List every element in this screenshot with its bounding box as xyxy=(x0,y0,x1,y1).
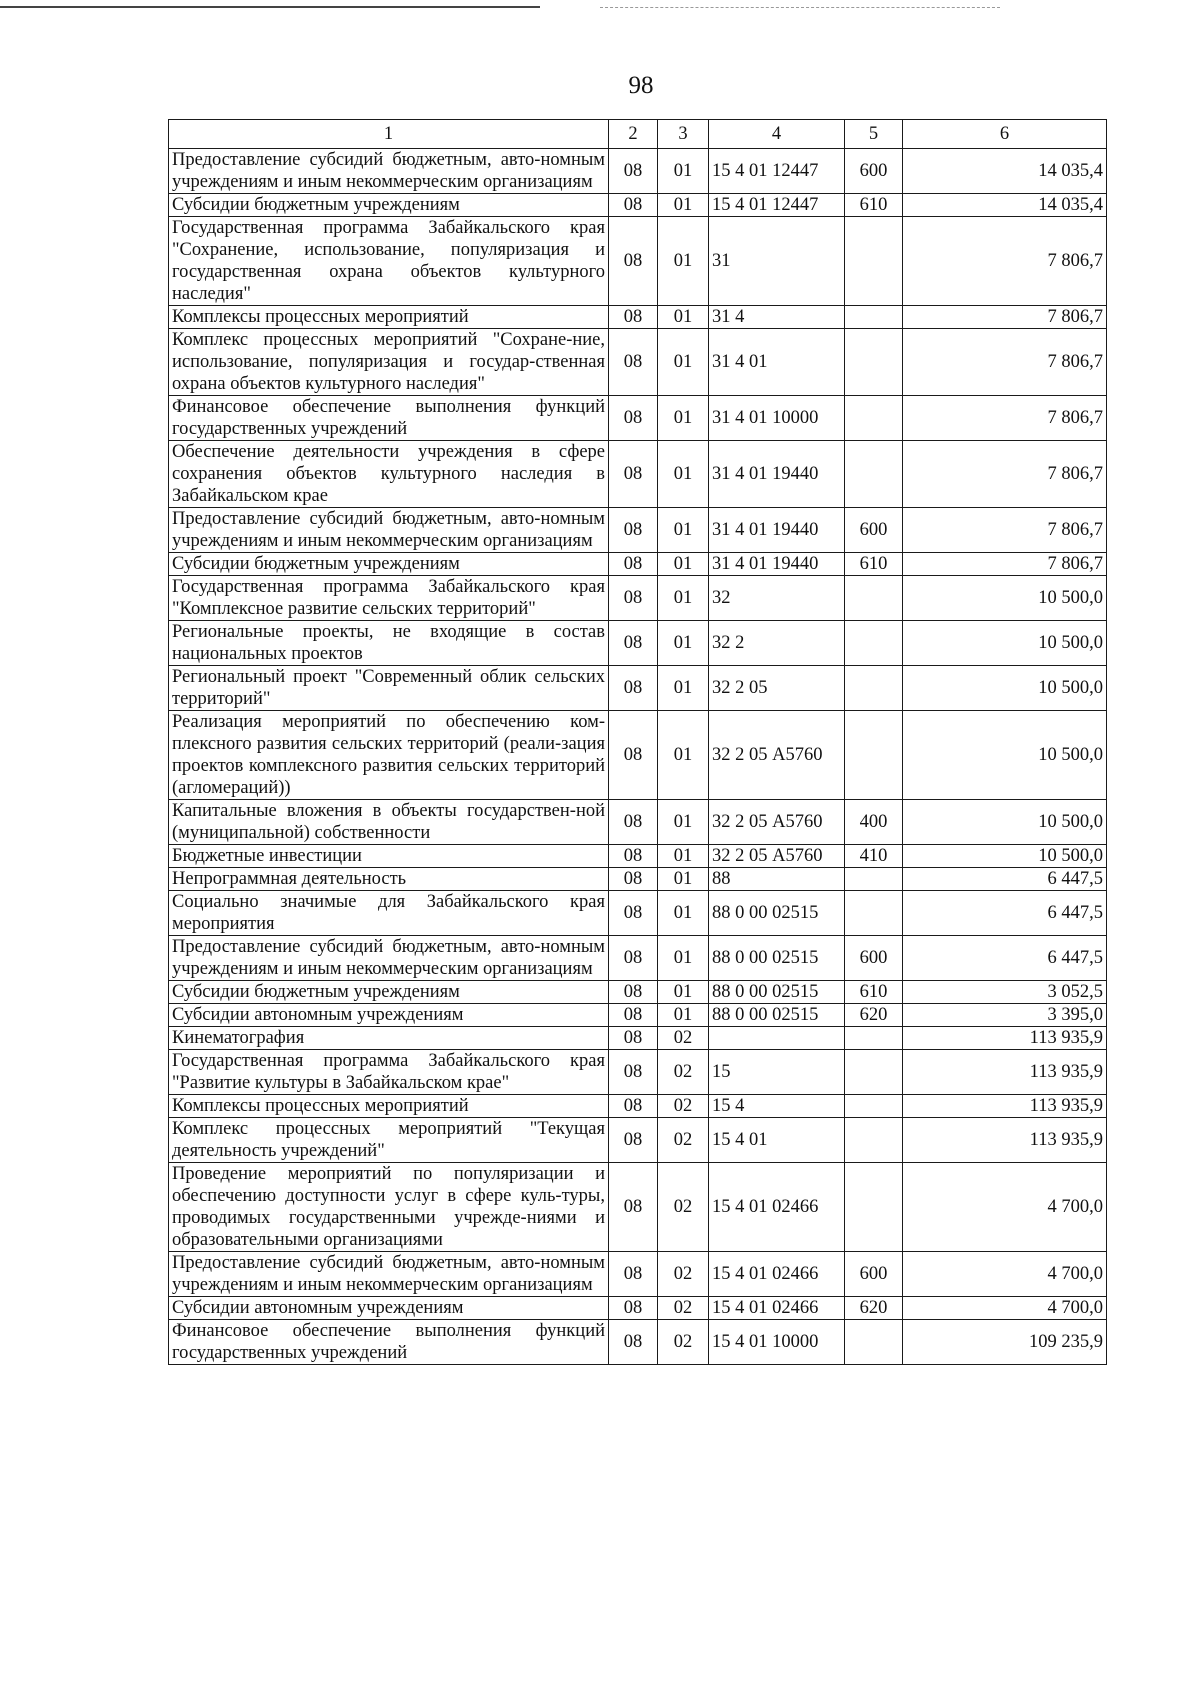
subsection-code: 02 xyxy=(658,1027,709,1050)
amount: 4 700,0 xyxy=(903,1163,1107,1252)
table-row xyxy=(169,711,1107,800)
target-article-code: 32 xyxy=(709,576,845,621)
subsection-code: 02 xyxy=(658,1252,709,1297)
amount: 4 700,0 xyxy=(903,1297,1107,1320)
row-name: Предоставление субсидий бюджетным, авто-номным учреждениям и иным некоммерческим организациям xyxy=(169,936,609,981)
amount: 14 035,4 xyxy=(903,149,1107,194)
table-row xyxy=(169,441,1107,508)
section-code: 08 xyxy=(609,936,658,981)
row-name: Государственная программа Забайкальского края "Развитие культуры в Забайкальском крае" xyxy=(169,1050,609,1095)
subsection-code: 01 xyxy=(658,149,709,194)
expense-type-code: 610 xyxy=(845,194,903,217)
row-name: Региональный проект "Современный облик сельских территорий" xyxy=(169,666,609,711)
section-code: 08 xyxy=(609,576,658,621)
amount: 113 935,9 xyxy=(903,1095,1107,1118)
amount: 4 700,0 xyxy=(903,1252,1107,1297)
section-code: 08 xyxy=(609,553,658,576)
subsection-code: 01 xyxy=(658,306,709,329)
scan-artifact-dashes xyxy=(600,7,1000,8)
amount: 7 806,7 xyxy=(903,306,1107,329)
target-article-code: 31 4 01 xyxy=(709,329,845,396)
subsection-code: 02 xyxy=(658,1297,709,1320)
section-code: 08 xyxy=(609,329,658,396)
amount: 10 500,0 xyxy=(903,666,1107,711)
target-article-code: 15 4 xyxy=(709,1095,845,1118)
section-code: 08 xyxy=(609,396,658,441)
column-header: 1 xyxy=(169,120,609,149)
amount: 7 806,7 xyxy=(903,508,1107,553)
row-name: Субсидии автономным учреждениям xyxy=(169,1004,609,1027)
table-row xyxy=(169,1297,1107,1320)
budget-table xyxy=(168,119,1107,1365)
target-article-code: 31 4 01 19440 xyxy=(709,553,845,576)
row-name: Обеспечение деятельности учреждения в сфере сохранения объектов культурного наследия в Забайкальском крае xyxy=(169,441,609,508)
amount: 109 235,9 xyxy=(903,1320,1107,1365)
expense-type-code xyxy=(845,576,903,621)
subsection-code: 01 xyxy=(658,845,709,868)
row-name: Региональные проекты, не входящие в состав национальных проектов xyxy=(169,621,609,666)
row-name: Предоставление субсидий бюджетным, авто-номным учреждениям и иным некоммерческим организациям xyxy=(169,1252,609,1297)
row-name: Государственная программа Забайкальского края "Комплексное развитие сельских территорий" xyxy=(169,576,609,621)
subsection-code: 02 xyxy=(658,1320,709,1365)
row-name: Субсидии бюджетным учреждениям xyxy=(169,553,609,576)
expense-type-code xyxy=(845,1095,903,1118)
target-article-code: 31 4 01 19440 xyxy=(709,508,845,553)
table-row xyxy=(169,194,1107,217)
target-article-code: 31 4 01 19440 xyxy=(709,441,845,508)
expense-type-code: 610 xyxy=(845,981,903,1004)
target-article-code: 15 4 01 10000 xyxy=(709,1320,845,1365)
expense-type-code: 600 xyxy=(845,508,903,553)
table-row xyxy=(169,891,1107,936)
section-code: 08 xyxy=(609,711,658,800)
section-code: 08 xyxy=(609,1252,658,1297)
expense-type-code xyxy=(845,711,903,800)
table-row xyxy=(169,508,1107,553)
row-name: Капитальные вложения в объекты государствен-ной (муниципальной) собственности xyxy=(169,800,609,845)
table-row xyxy=(169,1163,1107,1252)
amount: 7 806,7 xyxy=(903,553,1107,576)
expense-type-code xyxy=(845,1050,903,1095)
subsection-code: 01 xyxy=(658,508,709,553)
expense-type-code xyxy=(845,217,903,306)
expense-type-code: 600 xyxy=(845,149,903,194)
row-name: Комплекс процессных мероприятий "Текущая деятельность учреждений" xyxy=(169,1118,609,1163)
amount: 10 500,0 xyxy=(903,711,1107,800)
table-row xyxy=(169,1320,1107,1365)
table-row xyxy=(169,306,1107,329)
row-name: Социально значимые для Забайкальского края мероприятия xyxy=(169,891,609,936)
expense-type-code xyxy=(845,396,903,441)
amount: 7 806,7 xyxy=(903,441,1107,508)
section-code: 08 xyxy=(609,149,658,194)
table-row xyxy=(169,666,1107,711)
subsection-code: 01 xyxy=(658,666,709,711)
target-article-code: 31 4 xyxy=(709,306,845,329)
row-name: Финансовое обеспечение выполнения функций государственных учреждений xyxy=(169,396,609,441)
section-code: 08 xyxy=(609,845,658,868)
subsection-code: 01 xyxy=(658,553,709,576)
table-row xyxy=(169,800,1107,845)
amount: 113 935,9 xyxy=(903,1027,1107,1050)
table-row xyxy=(169,1118,1107,1163)
section-code: 08 xyxy=(609,217,658,306)
expense-type-code: 610 xyxy=(845,553,903,576)
subsection-code: 02 xyxy=(658,1163,709,1252)
amount: 10 500,0 xyxy=(903,621,1107,666)
expense-type-code xyxy=(845,891,903,936)
table-row xyxy=(169,621,1107,666)
section-code: 08 xyxy=(609,800,658,845)
amount: 7 806,7 xyxy=(903,329,1107,396)
target-article-code: 32 2 05 xyxy=(709,666,845,711)
expense-type-code: 620 xyxy=(845,1297,903,1320)
expense-type-code: 600 xyxy=(845,936,903,981)
target-article-code: 88 0 00 02515 xyxy=(709,981,845,1004)
target-article-code: 88 0 00 02515 xyxy=(709,891,845,936)
row-name: Финансовое обеспечение выполнения функций государственных учреждений xyxy=(169,1320,609,1365)
table-row xyxy=(169,936,1107,981)
header-row xyxy=(169,120,1107,149)
row-name: Субсидии бюджетным учреждениям xyxy=(169,194,609,217)
section-code: 08 xyxy=(609,194,658,217)
row-name: Предоставление субсидий бюджетным, авто-номным учреждениям и иным некоммерческим организациям xyxy=(169,149,609,194)
table-row xyxy=(169,149,1107,194)
expense-type-code xyxy=(845,441,903,508)
column-header: 2 xyxy=(609,120,658,149)
subsection-code: 02 xyxy=(658,1095,709,1118)
table-row xyxy=(169,1004,1107,1027)
table-row xyxy=(169,1252,1107,1297)
row-name: Кинематография xyxy=(169,1027,609,1050)
row-name: Государственная программа Забайкальского края "Сохранение, использование, популяризация и государственная охрана объектов культурного наследия" xyxy=(169,217,609,306)
section-code: 08 xyxy=(609,621,658,666)
amount: 6 447,5 xyxy=(903,936,1107,981)
row-name: Комплекс процессных мероприятий "Сохране-ние, использование, популяризация и государ-ственная охрана объектов культурного наследия" xyxy=(169,329,609,396)
table-body xyxy=(169,120,1107,1365)
page-number: 98 xyxy=(628,72,654,99)
section-code: 08 xyxy=(609,868,658,891)
table-row xyxy=(169,868,1107,891)
section-code: 08 xyxy=(609,891,658,936)
amount: 3 052,5 xyxy=(903,981,1107,1004)
subsection-code: 01 xyxy=(658,396,709,441)
expense-type-code xyxy=(845,1118,903,1163)
subsection-code: 01 xyxy=(658,711,709,800)
subsection-code: 01 xyxy=(658,891,709,936)
table-row xyxy=(169,1095,1107,1118)
amount: 7 806,7 xyxy=(903,217,1107,306)
section-code: 08 xyxy=(609,1297,658,1320)
table-row xyxy=(169,1027,1107,1050)
expense-type-code: 620 xyxy=(845,1004,903,1027)
table-row xyxy=(169,329,1107,396)
expense-type-code: 410 xyxy=(845,845,903,868)
target-article-code xyxy=(709,1027,845,1050)
row-name: Предоставление субсидий бюджетным, авто-номным учреждениям и иным некоммерческим организациям xyxy=(169,508,609,553)
subsection-code: 01 xyxy=(658,329,709,396)
amount: 6 447,5 xyxy=(903,868,1107,891)
expense-type-code xyxy=(845,1320,903,1365)
target-article-code: 31 4 01 10000 xyxy=(709,396,845,441)
subsection-code: 01 xyxy=(658,936,709,981)
table-row xyxy=(169,981,1107,1004)
subsection-code: 01 xyxy=(658,800,709,845)
table-row xyxy=(169,576,1107,621)
amount: 3 395,0 xyxy=(903,1004,1107,1027)
row-name: Непрограммная деятельность xyxy=(169,868,609,891)
row-name: Субсидии бюджетным учреждениям xyxy=(169,981,609,1004)
target-article-code: 15 4 01 02466 xyxy=(709,1163,845,1252)
expense-type-code: 600 xyxy=(845,1252,903,1297)
expense-type-code: 400 xyxy=(845,800,903,845)
table-row xyxy=(169,553,1107,576)
section-code: 08 xyxy=(609,441,658,508)
target-article-code: 15 xyxy=(709,1050,845,1095)
expense-type-code xyxy=(845,868,903,891)
amount: 14 035,4 xyxy=(903,194,1107,217)
section-code: 08 xyxy=(609,306,658,329)
section-code: 08 xyxy=(609,666,658,711)
row-name: Проведение мероприятий по популяризации и обеспечению доступности услуг в сфере куль-туры, проводимых государственными учрежде-ниями и образовательными организациями xyxy=(169,1163,609,1252)
target-article-code: 31 xyxy=(709,217,845,306)
section-code: 08 xyxy=(609,508,658,553)
subsection-code: 01 xyxy=(658,441,709,508)
target-article-code: 15 4 01 xyxy=(709,1118,845,1163)
subsection-code: 01 xyxy=(658,1004,709,1027)
target-article-code: 15 4 01 12447 xyxy=(709,194,845,217)
row-name: Субсидии автономным учреждениям xyxy=(169,1297,609,1320)
column-header: 6 xyxy=(903,120,1107,149)
expense-type-code xyxy=(845,1163,903,1252)
amount: 10 500,0 xyxy=(903,576,1107,621)
amount: 6 447,5 xyxy=(903,891,1107,936)
target-article-code: 15 4 01 12447 xyxy=(709,149,845,194)
target-article-code: 32 2 05 А5760 xyxy=(709,845,845,868)
section-code: 08 xyxy=(609,1027,658,1050)
scan-artifact-line xyxy=(0,6,540,8)
expense-type-code xyxy=(845,329,903,396)
table-row xyxy=(169,1050,1107,1095)
subsection-code: 01 xyxy=(658,868,709,891)
table-row xyxy=(169,845,1107,868)
section-code: 08 xyxy=(609,1320,658,1365)
subsection-code: 01 xyxy=(658,621,709,666)
target-article-code: 15 4 01 02466 xyxy=(709,1252,845,1297)
section-code: 08 xyxy=(609,1118,658,1163)
row-name: Комплексы процессных мероприятий xyxy=(169,1095,609,1118)
row-name: Комплексы процессных мероприятий xyxy=(169,306,609,329)
target-article-code: 32 2 05 А5760 xyxy=(709,711,845,800)
column-header: 5 xyxy=(845,120,903,149)
column-header: 3 xyxy=(658,120,709,149)
table-row xyxy=(169,396,1107,441)
table-row xyxy=(169,217,1107,306)
subsection-code: 01 xyxy=(658,981,709,1004)
target-article-code: 88 0 00 02515 xyxy=(709,936,845,981)
target-article-code: 32 2 05 А5760 xyxy=(709,800,845,845)
expense-type-code xyxy=(845,666,903,711)
subsection-code: 01 xyxy=(658,194,709,217)
subsection-code: 02 xyxy=(658,1050,709,1095)
subsection-code: 01 xyxy=(658,576,709,621)
amount: 10 500,0 xyxy=(903,800,1107,845)
subsection-code: 02 xyxy=(658,1118,709,1163)
target-article-code: 15 4 01 02466 xyxy=(709,1297,845,1320)
section-code: 08 xyxy=(609,981,658,1004)
amount: 7 806,7 xyxy=(903,396,1107,441)
amount: 10 500,0 xyxy=(903,845,1107,868)
section-code: 08 xyxy=(609,1095,658,1118)
expense-type-code xyxy=(845,1027,903,1050)
target-article-code: 88 0 00 02515 xyxy=(709,1004,845,1027)
row-name: Бюджетные инвестиции xyxy=(169,845,609,868)
expense-type-code xyxy=(845,621,903,666)
section-code: 08 xyxy=(609,1004,658,1027)
amount: 113 935,9 xyxy=(903,1118,1107,1163)
amount: 113 935,9 xyxy=(903,1050,1107,1095)
column-header: 4 xyxy=(709,120,845,149)
expense-type-code xyxy=(845,306,903,329)
target-article-code: 88 xyxy=(709,868,845,891)
subsection-code: 01 xyxy=(658,217,709,306)
section-code: 08 xyxy=(609,1050,658,1095)
row-name: Реализация мероприятий по обеспечению ком-плексного развития сельских территорий (реали-зация проектов комплексного развития сельских территорий (агломераций)) xyxy=(169,711,609,800)
target-article-code: 32 2 xyxy=(709,621,845,666)
section-code: 08 xyxy=(609,1163,658,1252)
